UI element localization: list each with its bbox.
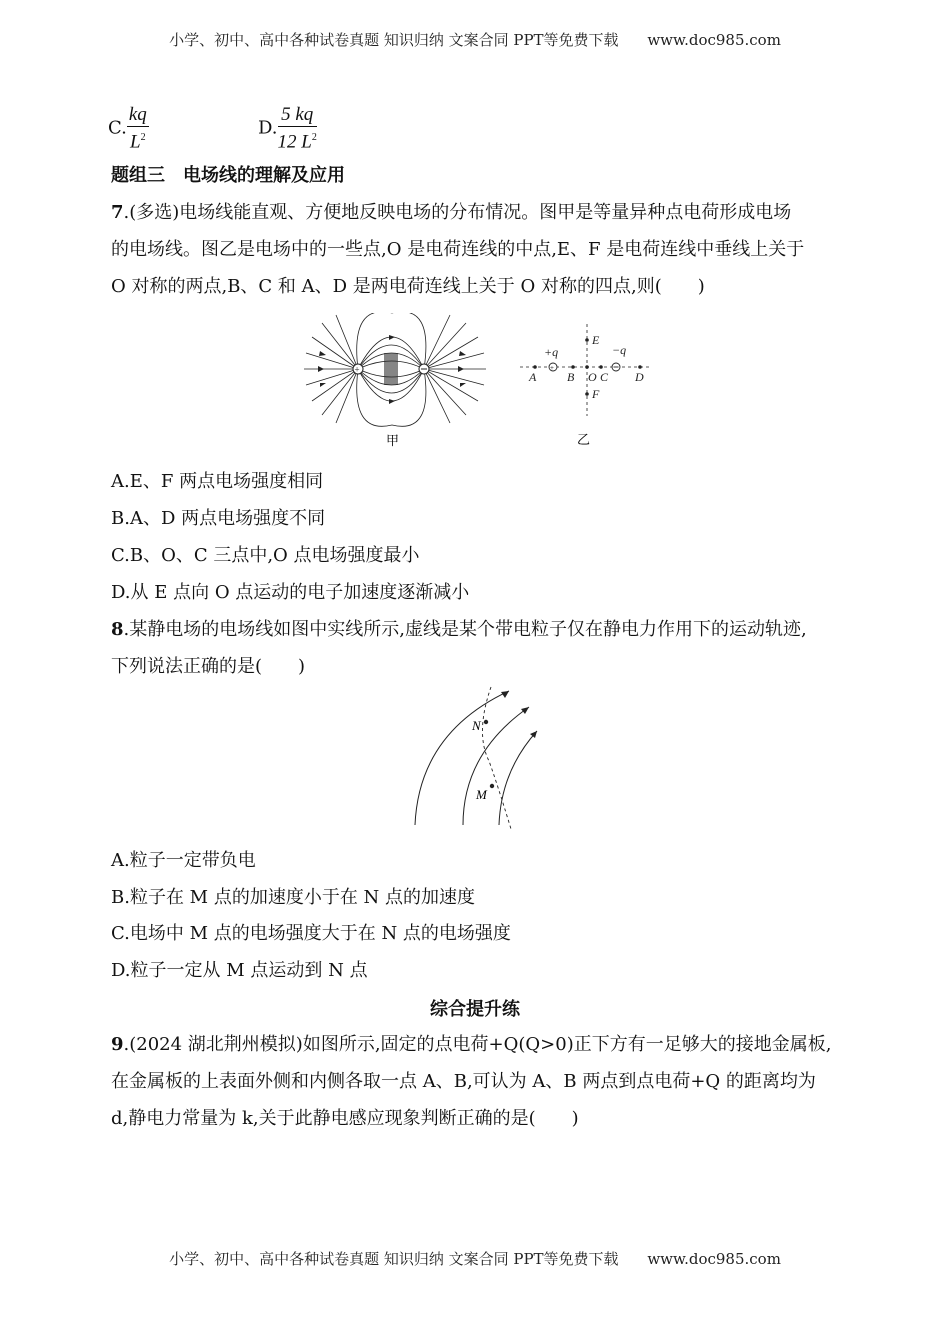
label-e: E: [592, 333, 600, 347]
q8-option-b: B.粒子在 M 点的加速度小于在 N 点的加速度: [111, 887, 476, 908]
svg-text:+: +: [354, 364, 360, 375]
q6-d-exponent: 2: [311, 132, 317, 143]
q9-line2: 在金属板的上表面外侧和内侧各取一点 A、B,可认为 A、B 两点到点电荷+Q 的距离均为: [111, 1071, 816, 1092]
q7-line2: 的电场线。图乙是电场中的一些点,O 是电荷连线的中点,E、F 是电荷连线中垂线上关于: [111, 239, 805, 260]
q8-option-a: A.粒子一定带负电: [111, 850, 256, 871]
q6-d-label: D.: [258, 117, 278, 139]
dense-region: [384, 353, 398, 385]
q6-c-fraction: [127, 104, 149, 153]
q9-line3: d,静电力常量为 k,关于此静电感应现象判断正确的是( ): [111, 1108, 579, 1129]
trajectory-dashed: [482, 687, 511, 829]
q7-option-c: C.B、O、C 三点中,O 点电场强度最小: [111, 545, 420, 566]
point-m-dot: [490, 784, 494, 788]
q7-option-b: B.A、D 两点电场强度不同: [111, 508, 326, 529]
figure-yi: [516, 320, 656, 448]
q6-option-d: [258, 104, 317, 153]
label-m: M: [476, 787, 487, 802]
q6-option-c: [108, 104, 149, 153]
q7-line1: [111, 200, 791, 226]
label-f: F: [592, 387, 600, 401]
q7-option-a: A.E、F 两点电场强度相同: [111, 471, 324, 492]
q8-text1: .某静电场的电场线如图中实线所示,虚线是某个带电粒子仅在静电力作用下的运动轨迹,: [123, 619, 807, 640]
q9-line1: [111, 1032, 831, 1058]
figure-yi-caption: 乙: [577, 433, 591, 448]
svg-text:+: +: [550, 364, 554, 372]
label-b: B: [567, 370, 575, 384]
footer-text: 小学、初中、高中各种试卷真题 知识归纳 文案合同 PPT等免费下载: [169, 1250, 619, 1268]
figure-jia-caption: 甲: [386, 434, 400, 449]
footer-url: www.doc985.com: [647, 1250, 781, 1268]
q8-number: 8: [111, 619, 124, 640]
point-n-dot: [484, 720, 488, 724]
q7-option-d: D.从 E 点向 O 点运动的电子加速度逐渐减小: [111, 582, 470, 603]
q7-text1: .(多选)电场线能直观、方便地反映电场的分布情况。图甲是等量异种点电荷形成电场: [123, 202, 792, 223]
page-header: [0, 29, 950, 50]
label-o: O: [588, 370, 597, 384]
field-lines-q8: [415, 691, 537, 825]
figure-jia: [300, 313, 490, 451]
q6-c-exponent: 2: [140, 132, 146, 143]
q9-text1: .(2024 湖北荆州模拟)如图所示,固定的点电荷+Q(Q>0)正下方有一足够大的接地金属板,: [123, 1034, 832, 1055]
header-url: www.doc985.com: [647, 31, 781, 49]
q6-c-denominator: L: [130, 131, 141, 153]
q7-line3: O 对称的两点,B、C 和 A、D 是两电荷连线上关于 O 对称的四点,则( ): [111, 276, 705, 297]
q8-option-d: D.粒子一定从 M 点运动到 N 点: [111, 960, 368, 981]
q7-number: 7: [111, 202, 124, 223]
q6-d-denominator: 12 L: [277, 131, 312, 153]
q6-c-label: C.: [108, 117, 127, 139]
group3-title: 题组三 电场线的理解及应用: [111, 165, 345, 186]
q6-c-numerator: kq: [128, 104, 147, 125]
q8-option-c: C.电场中 M 点的电场强度大于在 N 点的电场强度: [111, 923, 511, 944]
label-d: D: [635, 370, 644, 384]
label-n: N: [472, 718, 481, 733]
figure-q8: [405, 683, 555, 833]
q8-line2: 下列说法正确的是( ): [111, 656, 306, 677]
q6-d-fraction: [278, 104, 317, 153]
label-c: C: [600, 370, 609, 384]
q8-line1: [111, 617, 807, 643]
label-minus-q: −q: [612, 343, 627, 357]
page-footer: [0, 1248, 950, 1269]
header-text: 小学、初中、高中各种试卷真题 知识归纳 文案合同 PPT等免费下载: [169, 31, 619, 49]
q9-number: 9: [111, 1034, 124, 1055]
label-plus-q: +q: [544, 345, 559, 359]
q6-d-numerator: 5 kq: [278, 104, 317, 127]
section-title: 综合提升练: [430, 999, 520, 1020]
label-a: A: [529, 370, 537, 384]
